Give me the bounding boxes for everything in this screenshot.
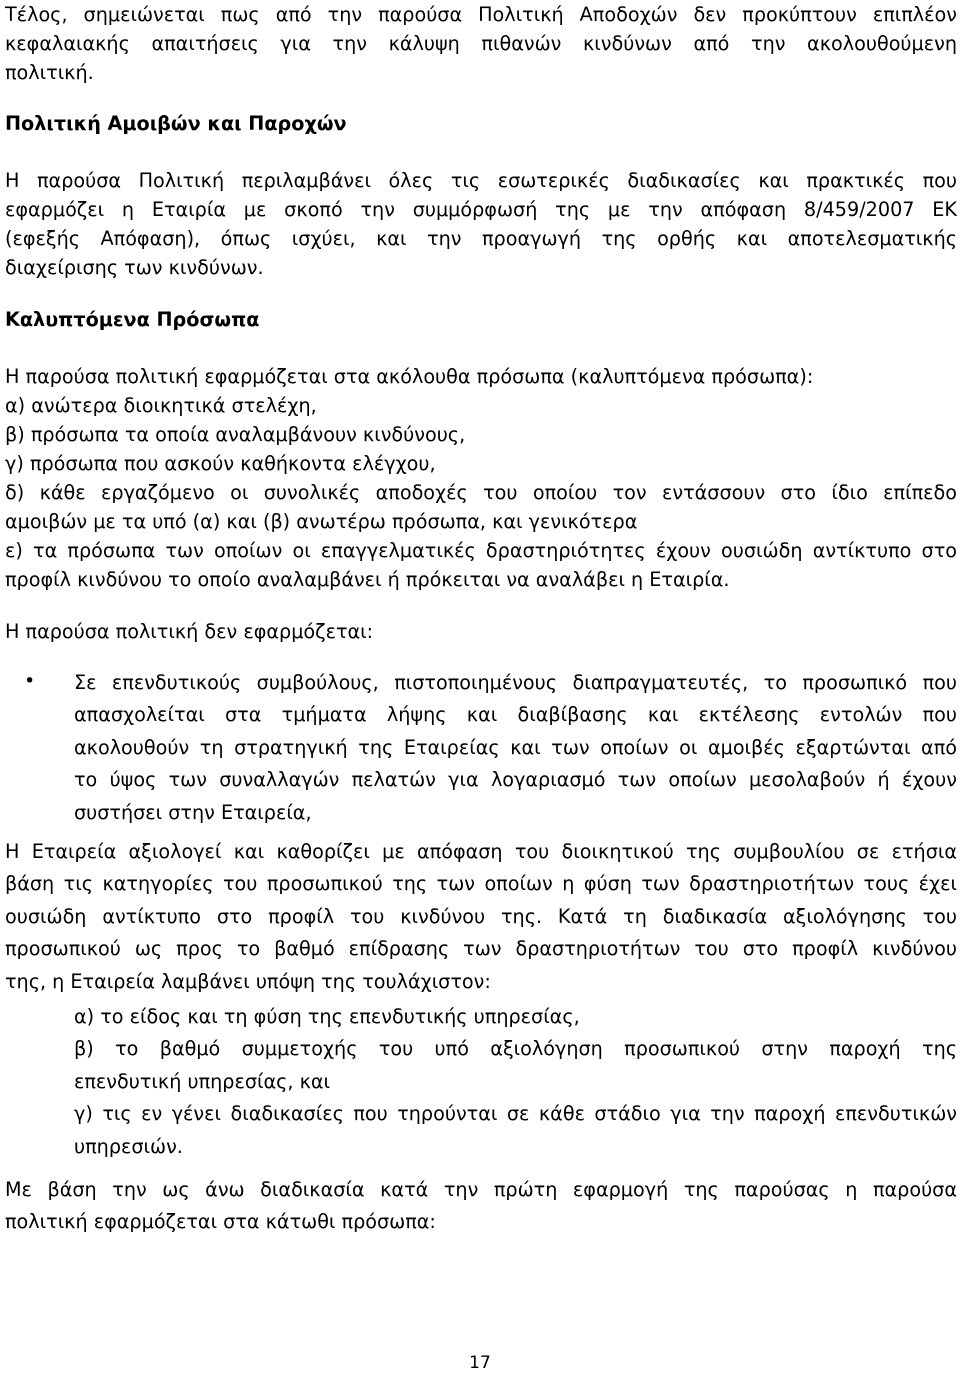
intro-line: πολιτική. — [5, 61, 94, 84]
section-heading-covered-persons: Καλυπτόμενα Πρόσωπα — [5, 308, 260, 331]
criteria-item: γ) τις εν γένει διαδικασίες που τηρούνται σε κάθε στάδιο για την παροχή επενδυτικών — [74, 1102, 957, 1126]
intro-line: κεφαλαιακής απαιτήσεις για την κάλυψη πιθανών κινδύνων από την ακολουθούμενη — [5, 32, 957, 55]
list-item: αμοιβών με τα υπό (α) και (β) ανωτέρω πρόσωπα, και γενικότερα — [5, 510, 638, 533]
bullet-line: ακολουθούν τη στρατηγική της Εταιρείας και των οποίων οι αμοιβές εξαρτώνται από — [74, 735, 957, 759]
bullet-line: το ύψος των συναλλαγών πελατών για λογαριασμό των οποίων μεσολαβούν ή έχουν — [74, 768, 957, 792]
covered-persons-list — [5, 362, 957, 594]
paragraph-line: εφαρμόζει η Εταιρία με σκοπό την συμμόρφωσή της με την απόφαση 8/459/2007 ΕΚ — [5, 198, 957, 221]
criteria-item: β) το βαθμό συμμετοχής του υπό αξιολόγηση προσωπικού στην παροχή της — [74, 1037, 957, 1061]
criteria-item: επενδυτική υπηρεσίας, και — [74, 1069, 331, 1093]
paragraph-line: προσωπικού ως προς το βαθμό επίδρασης των δραστηριοτήτων του στο προφίλ κινδύνου — [5, 937, 957, 961]
remuneration-paragraph — [5, 166, 957, 282]
criteria-list — [74, 1001, 957, 1163]
bullet-text — [74, 667, 957, 829]
list-item: γ) πρόσωπα που ασκούν καθήκοντα ελέγχου, — [5, 452, 436, 475]
paragraph-line: (εφεξής Απόφαση), όπως ισχύει, και την προαγωγή της ορθής και αποτελεσματικής — [5, 227, 957, 250]
not-applicable-label — [5, 617, 957, 646]
page-number: 17 — [469, 1353, 491, 1373]
intro-line: Τέλος, σημειώνεται πως από την παρούσα Πολιτική Αποδοχών δεν προκύπτουν επιπλέον — [5, 3, 957, 26]
criteria-item: α) το είδος και τη φύση της επενδυτικής υπηρεσίας, — [74, 1005, 580, 1028]
list-item: ε) τα πρόσωπα των οποίων οι επαγγελματικές δραστηριότητες έχουν ουσιώδη αντίκτυπο στο — [5, 539, 957, 562]
board-paragraph — [5, 836, 957, 998]
paragraph-line: διαχείρισης των κινδύνων. — [5, 256, 264, 279]
bullet-line: απασχολείται στα τμήματα λήψης και διαβίβασης και εκτέλεσης εντολών που — [74, 703, 957, 727]
list-item: προφίλ κινδύνου το οποίο αναλαμβάνει ή πρόκειται να αναλάβει η Εταιρία. — [5, 568, 730, 591]
paragraph-line: της, η Εταιρεία λαμβάνει υπόψη της τουλάχιστον: — [5, 969, 491, 993]
bullet-line: Σε επενδυτικούς συμβούλους, πιστοποιημένους διαπραγματευτές, το προσωπικό που — [74, 671, 957, 694]
criteria-item: υπηρεσιών. — [74, 1134, 183, 1158]
list-item: δ) κάθε εργαζόμενο οι συνολικές αποδοχές του οποίου τον εντάσσουν στο ίδιο επίπεδο — [5, 481, 957, 504]
bullet-line: συστήσει στην Εταιρεία, — [74, 800, 312, 824]
not-applicable-text: Η παρούσα πολιτική δεν εφαρμόζεται: — [5, 620, 374, 643]
list-line: Η παρούσα πολιτική εφαρμόζεται στα ακόλουθα πρόσωπα (καλυπτόμενα πρόσωπα): — [5, 365, 814, 388]
list-item: α) ανώτερα διοικητικά στελέχη, — [5, 394, 317, 417]
paragraph-line: Με βάση την ως άνω διαδικασία κατά την πρώτη εφαρμογή της παρούσας η παρούσα — [5, 1178, 957, 1201]
list-item: β) πρόσωπα τα οποία αναλαμβάνουν κινδύνους, — [5, 423, 466, 446]
section-heading-remuneration: Πολιτική Αμοιβών και Παροχών — [5, 112, 347, 135]
bullet-icon: • — [24, 670, 36, 692]
closing-paragraph — [5, 1174, 957, 1239]
paragraph-line: Η παρούσα Πολιτική περιλαμβάνει όλες τις εσωτερικές διαδικασίες και πρακτικές που — [5, 169, 957, 192]
paragraph-line: Η Εταιρεία αξιολογεί και καθορίζει με απόφαση του διοικητικού της συμβουλίου σε ετήσια — [5, 840, 957, 863]
paragraph-line: πολιτική εφαρμόζεται στα κάτωθι πρόσωπα: — [5, 1210, 436, 1234]
paragraph-line: βάση τις κατηγορίες του προσωπικού της των οποίων η φύση των δραστηριοτήτων τους έχει — [5, 872, 957, 896]
intro-paragraph — [5, 0, 957, 87]
paragraph-line: ουσιώδη αντίκτυπο στο προφίλ του κινδύνου της. Κατά τη διαδικασία αξιολόγησης του — [5, 904, 957, 928]
